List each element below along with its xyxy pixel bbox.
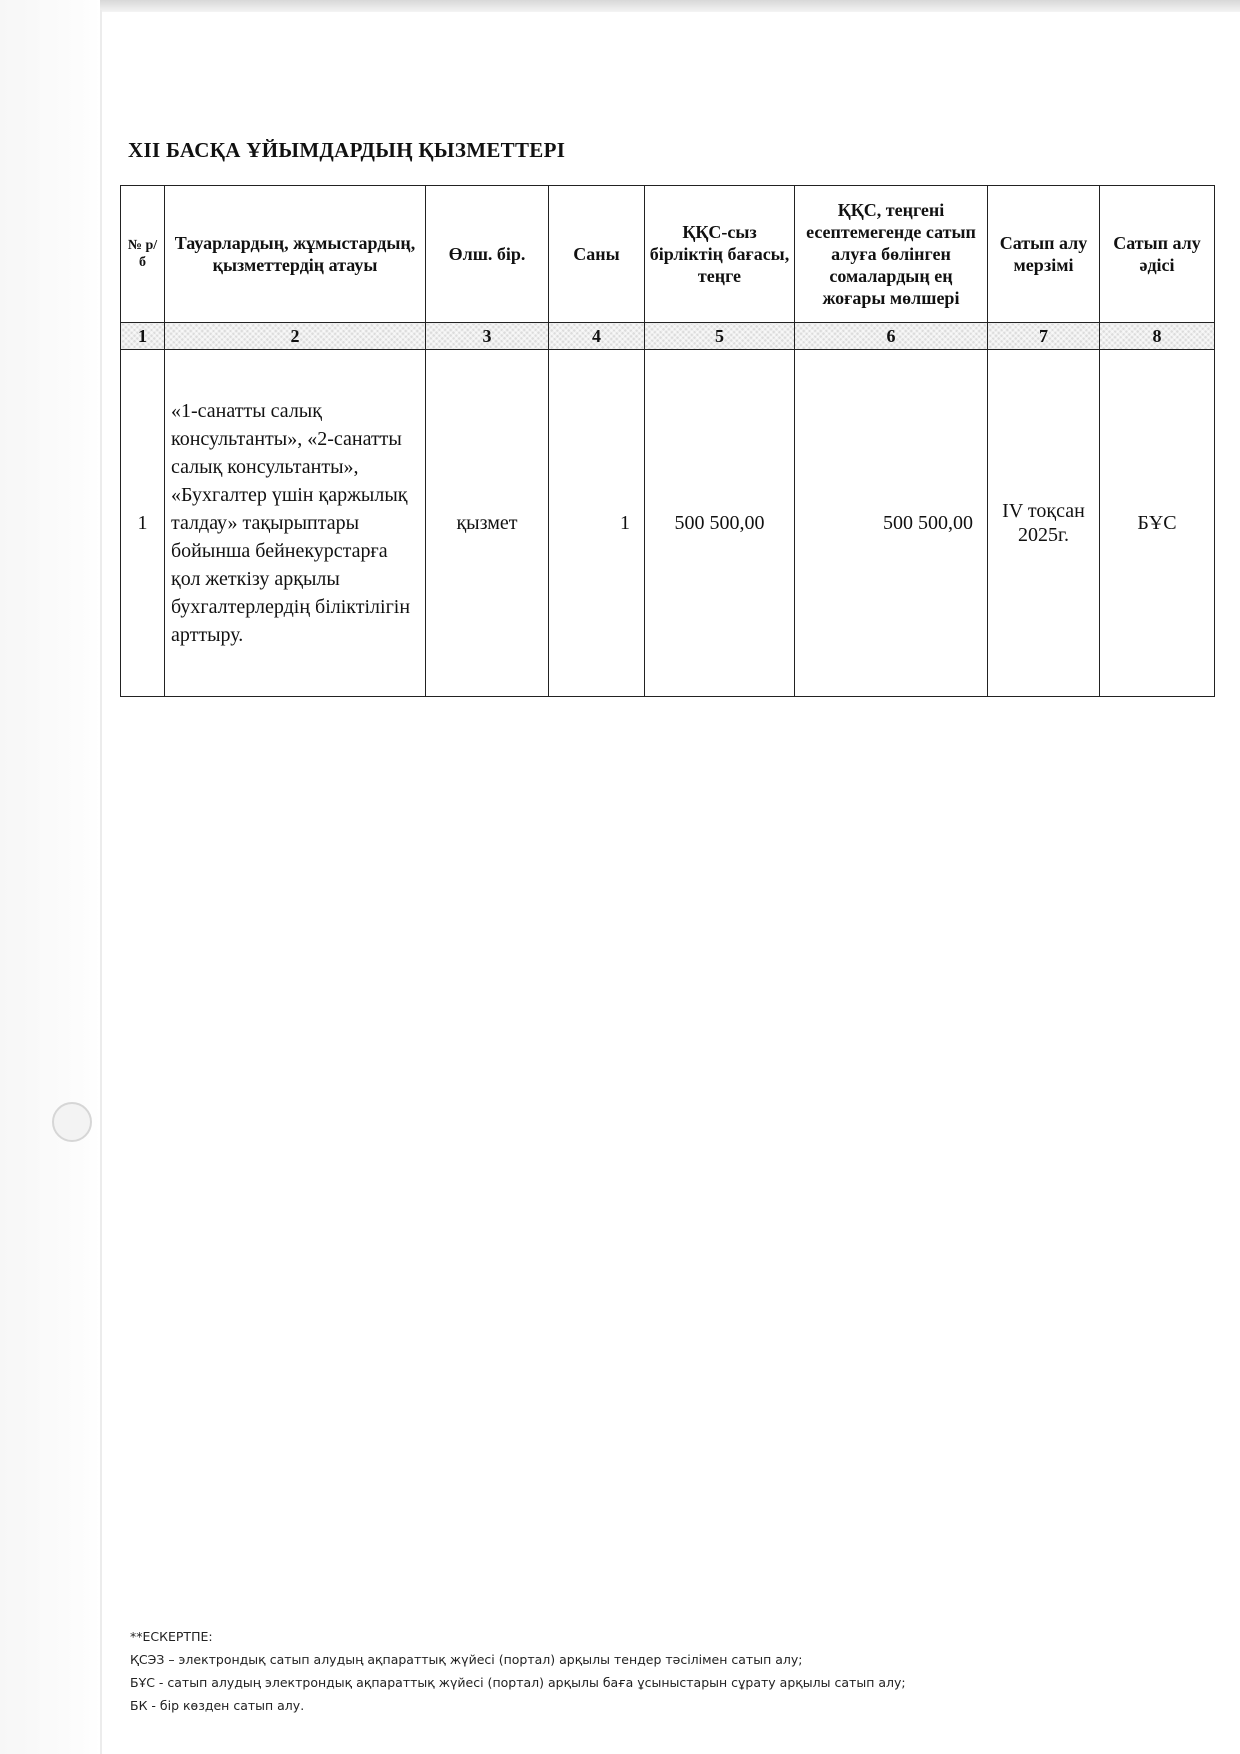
table-row xyxy=(121,350,1215,697)
column-number: 5 xyxy=(645,323,795,350)
notes-block xyxy=(130,1625,906,1717)
header-cell-term: Сатып алу мерзімі xyxy=(988,186,1100,323)
column-number: 1 xyxy=(121,323,165,350)
scan-fold-line xyxy=(100,10,102,1754)
header-cell-qty: Саны xyxy=(549,186,645,323)
row-term: IV тоқсан 2025г. xyxy=(988,350,1100,697)
column-number: 4 xyxy=(549,323,645,350)
header-row xyxy=(121,186,1215,323)
header-cell-unit-price: ҚҚС-сыз бірліктің бағасы, теңге xyxy=(645,186,795,323)
row-total: 500 500,00 xyxy=(795,350,988,697)
row-name: «1-санатты салық консультанты», «2-санатты салық консультанты», «Бухгалтер үшін қаржылық талдау» тақырыптары бойынша бейнекурстарға қол жеткізу арқылы бухгалтерлердің біліктілігін арттыру. xyxy=(165,350,426,697)
header-cell-total xyxy=(795,186,988,323)
column-number: 7 xyxy=(988,323,1100,350)
scan-top-strip xyxy=(0,0,1240,12)
notes-title: **ЕСКЕРТПЕ: xyxy=(130,1629,213,1644)
note-line: ҚСЭЗ – электрондық сатып алудың ақпараттық жүйесі (портал) арқылы тендер тәсілімен сатып алу; xyxy=(130,1652,803,1667)
column-number: 2 xyxy=(165,323,426,350)
row-num: 1 xyxy=(121,350,165,697)
note-line: БҰС - сатып алудың электрондық ақпараттық жүйесі (портал) арқылы баға ұсыныстарын сұрату арқылы сатып алу; xyxy=(130,1675,906,1690)
punch-hole xyxy=(52,1102,92,1142)
header-cell-name: Тауарлардың, жұмыстардың, қызметтердің атауы xyxy=(165,186,426,323)
row-qty: 1 xyxy=(549,350,645,697)
scan-left-edge xyxy=(0,0,100,1754)
header-cell-total-text: ҚҚС, теңгені есептемегенде сатып алуға бөлінген сомалардың ең жоғары мөлшері xyxy=(806,200,976,308)
header-cell-unit: Өлш. бір. xyxy=(426,186,549,323)
section-title: XII БАСҚА ҰЙЫМДАРДЫҢ ҚЫЗМЕТТЕРІ xyxy=(128,138,566,162)
column-number: 3 xyxy=(426,323,549,350)
row-method: БҰС xyxy=(1100,350,1215,697)
note-line: БК - бір көзден сатып алу. xyxy=(130,1698,305,1713)
header-cell-num: № р/б xyxy=(121,186,165,323)
row-unit-price: 500 500,00 xyxy=(645,350,795,697)
column-number: 8 xyxy=(1100,323,1215,350)
procurement-table xyxy=(120,185,1215,697)
column-number: 6 xyxy=(795,323,988,350)
column-number-row xyxy=(121,323,1215,350)
header-cell-method: Сатып алу әдісі xyxy=(1100,186,1215,323)
row-unit: қызмет xyxy=(426,350,549,697)
